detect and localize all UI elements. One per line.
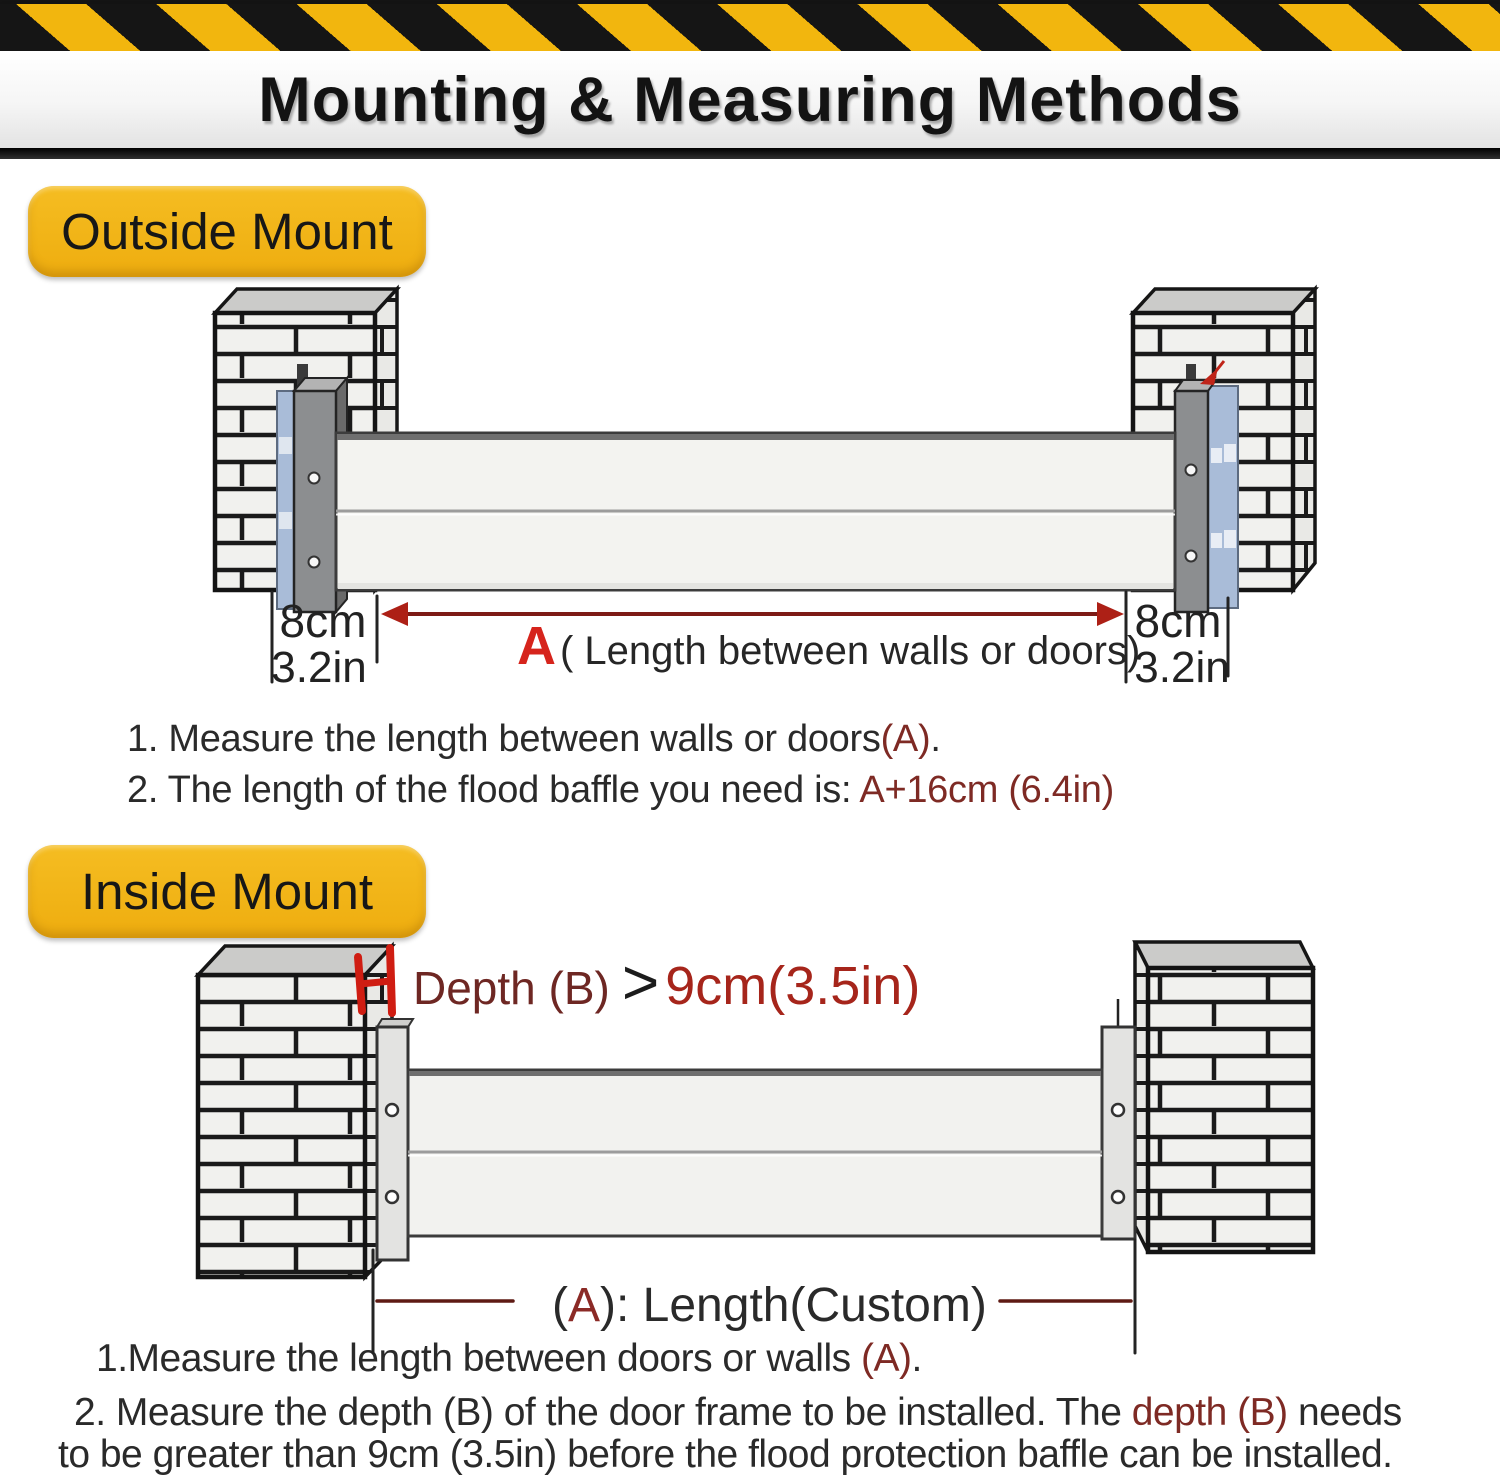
inside-step-2-line2: to be greater than 9cm (3.5in) before the flood protection baffle can be installed. [58, 1433, 1393, 1475]
screw-hole [1186, 465, 1197, 476]
inside-diagram [198, 942, 1313, 1353]
inside-step1-a: (A) [860, 1337, 912, 1380]
right-channel [1175, 391, 1208, 612]
inside-step2-depth: depth (B) [1131, 1391, 1288, 1434]
inside-step1-text: 1.Measure the length between doors or walls [96, 1337, 861, 1380]
span-label [517, 616, 1140, 676]
depth-label [413, 946, 920, 1018]
span-label-text: ( Length between walls or doors) [560, 629, 1141, 673]
right-channel [1102, 1027, 1135, 1239]
depth-label-text: Depth (B) [413, 962, 610, 1014]
inside-step1-dot: . [911, 1337, 922, 1380]
inside-right-pillar [1135, 942, 1313, 1252]
span-letter-A: A [517, 616, 556, 676]
inside-right-bracket [1102, 999, 1135, 1239]
arrowhead-right-icon [1097, 602, 1124, 626]
inside-step2-text: 2. Measure the depth (B) of the door frame to be installed. The [74, 1391, 1132, 1434]
left-channel [377, 1027, 408, 1260]
length-label [552, 1279, 987, 1332]
outside-dimensions [271, 592, 1229, 692]
screw-hole [386, 1104, 398, 1116]
screw-hole [1112, 1191, 1124, 1203]
page-title: Mounting & Measuring Methods [258, 64, 1242, 135]
outside-mount-badge-label: Outside Mount [61, 203, 393, 260]
screw-hole [309, 473, 320, 484]
inside-step2-post: needs [1287, 1391, 1402, 1434]
outside-step2-formula: A+16cm (6.4in) [859, 769, 1114, 811]
outside-baffle [336, 433, 1175, 590]
screw-hole [1186, 551, 1197, 562]
outside-step2-text: 2. The length of the flood baffle you need is: [127, 769, 860, 811]
left-seal-strip [277, 391, 294, 609]
inside-baffle [408, 1070, 1102, 1236]
screw-hole [386, 1191, 398, 1203]
length-label-text: ): Length(Custom) [600, 1279, 987, 1332]
inside-dimensions [373, 1240, 1135, 1353]
left-channel [294, 391, 336, 612]
greater-than-sign: > [621, 946, 660, 1018]
screw-hole [1112, 1104, 1124, 1116]
outside-step1-dot: . [930, 718, 941, 760]
inside-mount-badge-label: Inside Mount [80, 863, 373, 920]
length-letter-A: A [567, 1279, 600, 1332]
dim-right-in: 3.2in [1134, 643, 1230, 692]
arrowhead-left-icon [381, 602, 408, 626]
length-open-paren: ( [552, 1279, 568, 1332]
outside-right-bracket [1175, 361, 1238, 612]
outside-step1-a: (A) [880, 718, 931, 760]
outside-step1-text: 1. Measure the length between walls or doors [127, 718, 881, 760]
dim-left-in: 3.2in [271, 643, 367, 692]
right-seal-strip [1208, 386, 1238, 608]
screw-hole [309, 557, 320, 568]
outside-diagram [215, 289, 1315, 692]
dim-left-cm: 8cm [279, 595, 367, 647]
depth-value: 9cm(3.5in) [665, 956, 921, 1016]
dim-right-cm: 8cm [1134, 595, 1222, 647]
